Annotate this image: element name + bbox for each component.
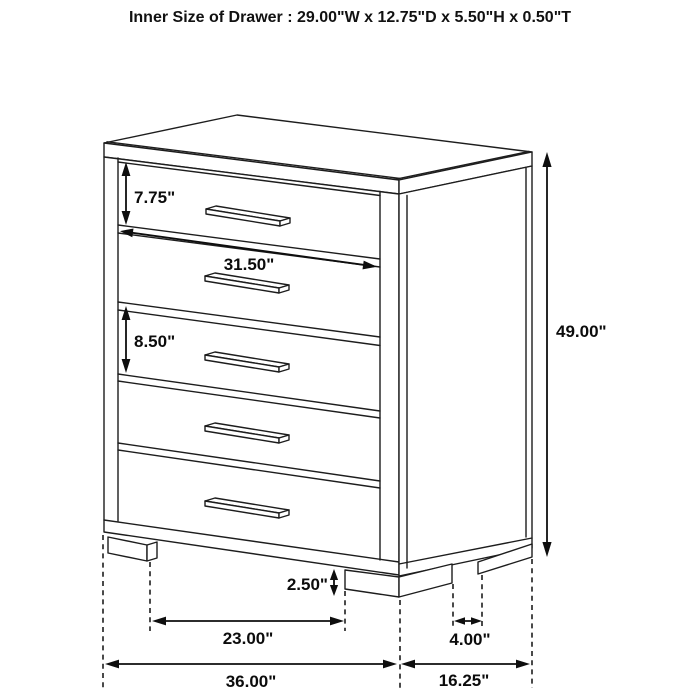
dim-label-overall-height: 49.00" <box>556 322 607 341</box>
front-left-leg-side <box>147 542 157 561</box>
arrowhead-right <box>471 617 482 625</box>
dim-front-leg-spacing <box>152 617 344 648</box>
dim-label-side-leg-spacing: 4.00" <box>449 630 491 649</box>
dim-overall-height <box>542 152 606 557</box>
arrowhead-up <box>330 569 338 580</box>
arrowhead-left <box>401 660 415 669</box>
dim-label-middle-drawer-height: 8.50" <box>134 332 176 351</box>
dim-label-top-drawer-height: 7.75" <box>134 188 176 207</box>
dim-leg-height <box>287 569 338 596</box>
dim-label-drawer-opening-width: 31.50" <box>223 255 275 274</box>
dim-label-overall-width: 36.00" <box>225 672 277 691</box>
dim-label-overall-depth: 16.25" <box>438 671 490 690</box>
dim-label-front-leg-spacing: 23.00" <box>222 629 274 648</box>
dim-overall-depth <box>401 660 530 690</box>
arrowhead-left <box>454 617 465 625</box>
front-left-leg-front <box>108 537 147 561</box>
arrowhead-left <box>152 617 166 626</box>
arrowhead-right <box>330 617 344 626</box>
arrowhead-right <box>516 660 530 669</box>
arrowhead-up <box>542 152 551 167</box>
dim-label-leg-height: 2.50" <box>286 575 328 594</box>
arrowhead-left <box>105 660 119 669</box>
dim-side-leg-spacing <box>449 617 490 649</box>
arrowhead-right <box>383 660 397 669</box>
side-face <box>399 166 532 576</box>
arrowhead-down <box>542 542 551 557</box>
page-title: Inner Size of Drawer : 29.00"W x 12.75"D x 5.50"H x 0.50"T <box>128 9 572 26</box>
arrowhead-down <box>330 585 338 596</box>
dim-overall-width <box>105 660 397 691</box>
chest-side-panel <box>399 166 532 576</box>
